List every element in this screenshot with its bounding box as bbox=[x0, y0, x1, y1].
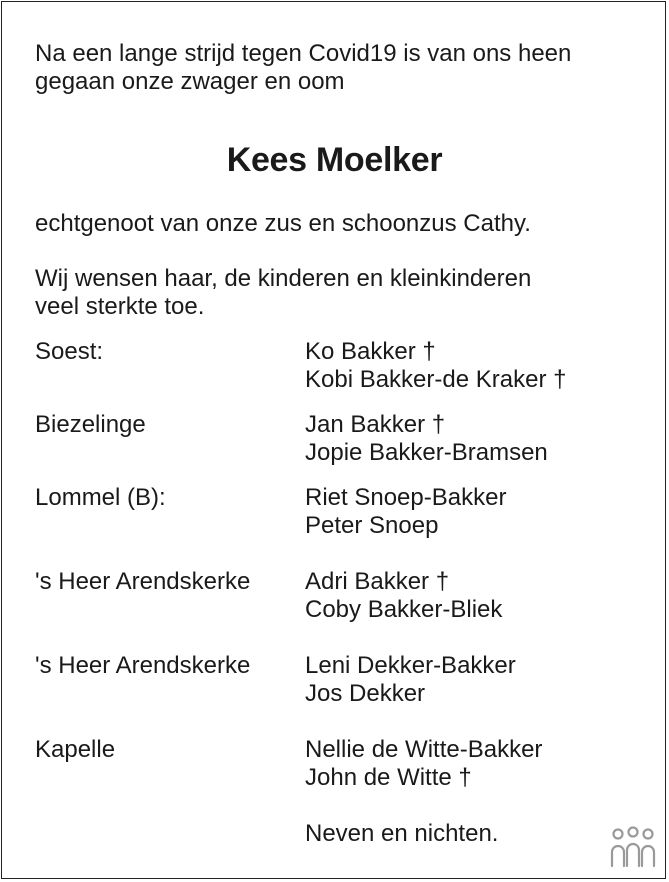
intro-line-2: gegaan onze zwager en oom bbox=[35, 68, 345, 95]
family-member: Riet Snoep-Bakker bbox=[305, 484, 507, 511]
family-place: Kapelle bbox=[35, 736, 116, 763]
family-member: Adri Bakker † bbox=[305, 568, 450, 595]
family-place: Soest: bbox=[35, 338, 104, 365]
family-member: Leni Dekker-Bakker bbox=[305, 652, 516, 679]
family-members bbox=[305, 652, 516, 708]
family-place: Biezelinge bbox=[35, 411, 146, 438]
family-member: Nellie de Witte-Bakker bbox=[305, 736, 543, 763]
family-place: Lommel (B): bbox=[35, 484, 166, 511]
family-members bbox=[305, 484, 506, 540]
family-member: Coby Bakker-Bliek bbox=[305, 596, 503, 623]
wish-text bbox=[35, 265, 655, 321]
family-member: Kobi Bakker-de Kraker † bbox=[305, 366, 567, 393]
deceased-name: Kees Moelker bbox=[226, 141, 443, 179]
family-place: 's Heer Arendskerke bbox=[35, 652, 251, 679]
family-people-icon bbox=[608, 826, 658, 870]
wish-line-1: Wij wensen haar, de kinderen en kleinkinderen bbox=[35, 265, 532, 292]
closing-text: Neven en nichten. bbox=[305, 820, 499, 847]
family-members bbox=[305, 411, 548, 467]
relation-text: echtgenoot van onze zus en schoonzus Cathy. bbox=[35, 210, 531, 237]
family-member: Jan Bakker † bbox=[305, 411, 446, 438]
wish-line-2: veel sterkte toe. bbox=[35, 293, 205, 320]
family-member: Jos Dekker bbox=[305, 680, 426, 707]
family-member: Ko Bakker † bbox=[305, 338, 436, 365]
family-member: John de Witte † bbox=[305, 764, 472, 791]
family-members bbox=[305, 338, 566, 394]
family-place: 's Heer Arendskerke bbox=[35, 568, 251, 595]
family-member: Jopie Bakker-Bramsen bbox=[305, 439, 548, 466]
intro-line-1: Na een lange strijd tegen Covid19 is van ons heen bbox=[35, 40, 572, 67]
family-members bbox=[305, 568, 502, 624]
intro-text bbox=[35, 40, 635, 96]
family-members bbox=[305, 736, 542, 792]
family-member: Peter Snoep bbox=[305, 512, 439, 539]
